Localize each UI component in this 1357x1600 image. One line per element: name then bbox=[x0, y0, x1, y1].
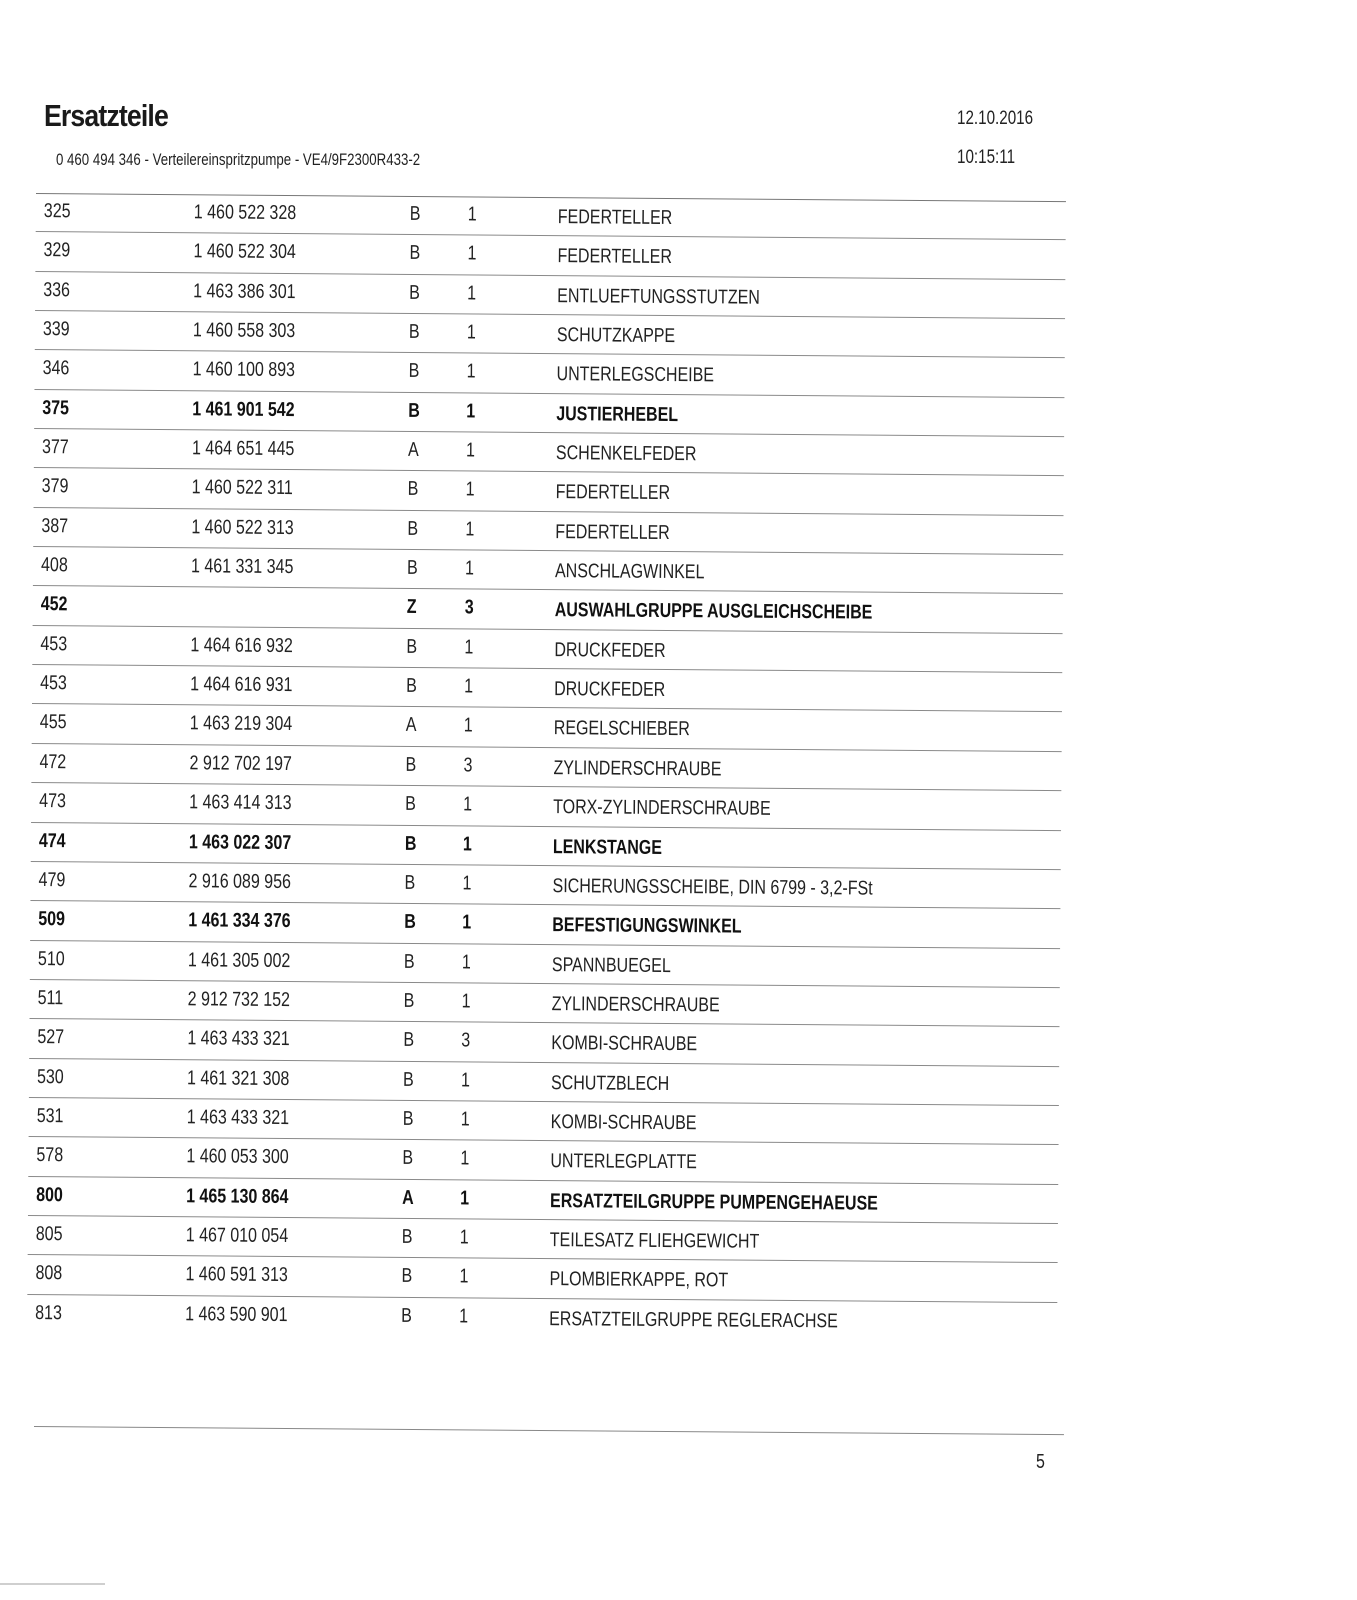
row-position-number: 510 bbox=[37, 947, 65, 970]
row-part-number: 1 460 522 313 bbox=[191, 515, 294, 539]
row-quantity: 1 bbox=[463, 793, 473, 816]
row-position-number: 452 bbox=[40, 593, 68, 616]
row-part-type: B bbox=[402, 1068, 414, 1091]
row-part-type: B bbox=[409, 281, 420, 304]
row-part-type: B bbox=[407, 478, 419, 501]
row-quantity: 1 bbox=[464, 675, 474, 698]
row-part-type: B bbox=[401, 1304, 412, 1327]
row-part-type: B bbox=[404, 911, 416, 934]
row-quantity: 1 bbox=[466, 360, 476, 383]
row-quantity: 1 bbox=[459, 1265, 469, 1288]
row-description: DRUCKFEDER bbox=[554, 678, 666, 702]
page-number: 5 bbox=[1036, 1451, 1045, 1473]
row-quantity: 3 bbox=[461, 1029, 471, 1052]
row-quantity: 1 bbox=[464, 557, 475, 580]
row-description: SICHERUNGSSCHEIBE, DIN 6799 - 3,2-FSt bbox=[552, 874, 873, 900]
row-part-number: 1 463 219 304 bbox=[189, 712, 293, 736]
row-quantity: 1 bbox=[460, 1147, 470, 1170]
row-part-type: A bbox=[405, 714, 417, 737]
row-quantity: 1 bbox=[462, 872, 472, 895]
row-part-number: 1 464 616 932 bbox=[190, 634, 293, 657]
row-part-number: 1 467 010 054 bbox=[185, 1224, 289, 1247]
row-position-number: 408 bbox=[40, 554, 68, 577]
row-quantity: 1 bbox=[467, 282, 477, 305]
row-part-number: 1 461 334 376 bbox=[188, 909, 291, 933]
row-description: KOMBI-SCHRAUBE bbox=[550, 1110, 697, 1135]
row-part-number: 1 464 651 445 bbox=[191, 437, 295, 461]
row-part-number: 1 461 321 308 bbox=[186, 1066, 290, 1090]
row-part-type: B bbox=[404, 871, 416, 894]
row-part-number: 1 460 522 311 bbox=[191, 476, 293, 500]
row-description: ENTLUEFTUNGSSTUTZEN bbox=[557, 284, 760, 309]
row-position-number: 453 bbox=[40, 672, 67, 695]
row-quantity: 1 bbox=[465, 439, 475, 462]
row-part-type: B bbox=[408, 320, 420, 344]
row-position-number: 800 bbox=[36, 1183, 63, 1206]
row-description: SPANNBUEGEL bbox=[551, 953, 671, 977]
row-description: JUSTIERHEBEL bbox=[556, 402, 679, 426]
row-part-type: B bbox=[405, 793, 416, 816]
row-description: LENKSTANGE bbox=[552, 835, 663, 859]
row-position-number: 379 bbox=[41, 475, 69, 498]
row-description: FEDERTELLER bbox=[557, 206, 673, 229]
row-position-number: 527 bbox=[37, 1026, 65, 1049]
scan-edge-mark bbox=[0, 1583, 105, 1585]
row-description: ERSATZTEILGRUPPE PUMPENGEHAEUSE bbox=[550, 1189, 878, 1215]
row-quantity: 1 bbox=[462, 832, 472, 855]
row-part-number: 1 463 386 301 bbox=[193, 279, 296, 303]
row-position-number: 387 bbox=[41, 514, 69, 538]
footer-divider bbox=[34, 1426, 1064, 1435]
row-description: PLOMBIERKAPPE, ROT bbox=[549, 1268, 729, 1292]
row-part-number: 1 464 616 931 bbox=[190, 673, 293, 697]
row-part-number: 1 460 558 303 bbox=[192, 319, 296, 343]
row-description: FEDERTELLER bbox=[557, 245, 673, 269]
row-part-type: B bbox=[405, 753, 417, 776]
row-part-number: 1 460 522 304 bbox=[193, 240, 296, 264]
row-quantity: 1 bbox=[461, 950, 471, 973]
row-part-type: B bbox=[408, 399, 420, 422]
row-description: ANSCHLAGWINKEL bbox=[554, 560, 705, 584]
row-description: ZYLINDERSCHRAUBE bbox=[551, 992, 720, 1017]
row-position-number: 472 bbox=[39, 750, 67, 774]
row-part-number: 1 460 053 300 bbox=[186, 1145, 289, 1169]
document-subtitle: 0 460 494 346 - Verteilereinspritzpumpe - VE4/9F2300R433-2 bbox=[56, 150, 421, 169]
row-position-number: 325 bbox=[43, 200, 71, 223]
document-title: Ersatzteile bbox=[44, 98, 168, 133]
row-quantity: 3 bbox=[463, 754, 473, 777]
row-part-type: B bbox=[407, 517, 419, 540]
row-part-type: B bbox=[403, 1029, 415, 1052]
row-position-number: 473 bbox=[39, 790, 67, 813]
table-row bbox=[27, 1295, 1057, 1342]
row-description: REGELSCHIEBER bbox=[553, 717, 690, 741]
row-part-type: B bbox=[402, 1147, 414, 1170]
row-part-number: 1 461 901 542 bbox=[192, 397, 295, 421]
row-description: SCHUTZBLECH bbox=[550, 1071, 670, 1095]
row-part-type: A bbox=[407, 438, 419, 462]
row-part-type: B bbox=[402, 1107, 414, 1130]
row-position-number: 813 bbox=[35, 1301, 62, 1324]
row-description: SCHUTZKAPPE bbox=[556, 324, 676, 348]
row-position-number: 336 bbox=[43, 278, 71, 301]
row-description: TORX-ZYLINDERSCHRAUBE bbox=[553, 796, 771, 820]
row-description: KOMBI-SCHRAUBE bbox=[551, 1032, 698, 1056]
row-description: BEFESTIGUNGSWINKEL bbox=[552, 914, 742, 938]
row-position-number: 375 bbox=[42, 396, 70, 419]
row-quantity: 1 bbox=[463, 714, 473, 737]
row-part-type: B bbox=[406, 557, 418, 580]
row-part-type: B bbox=[408, 360, 420, 383]
row-description: AUSWAHLGRUPPE AUSGLEICHSCHEIBE bbox=[554, 599, 873, 625]
row-position-number: 530 bbox=[36, 1065, 64, 1088]
row-part-number: 1 461 305 002 bbox=[187, 948, 291, 972]
row-description: DRUCKFEDER bbox=[554, 638, 666, 662]
row-part-type: B bbox=[406, 675, 417, 698]
row-quantity: 1 bbox=[460, 1068, 471, 1091]
row-position-number: 509 bbox=[38, 908, 66, 931]
row-position-number: 377 bbox=[41, 436, 69, 459]
row-part-type: B bbox=[403, 950, 415, 973]
row-part-type: B bbox=[409, 202, 421, 226]
row-description: TEILESATZ FLIEHGEWICHT bbox=[549, 1229, 760, 1253]
row-part-type: A bbox=[402, 1186, 414, 1209]
row-description: FEDERTELLER bbox=[555, 520, 670, 544]
row-position-number: 808 bbox=[35, 1262, 63, 1285]
row-description: FEDERTELLER bbox=[555, 481, 671, 505]
row-description: ERSATZTEILGRUPPE REGLERACHSE bbox=[549, 1307, 838, 1332]
row-quantity: 1 bbox=[462, 911, 472, 934]
document-time: 10:15:11 bbox=[957, 147, 1016, 168]
row-part-type: B bbox=[401, 1265, 413, 1288]
row-part-type: Z bbox=[406, 596, 417, 619]
row-quantity: 1 bbox=[465, 518, 475, 541]
row-quantity: 1 bbox=[466, 400, 476, 423]
row-position-number: 453 bbox=[40, 632, 68, 656]
row-position-number: 329 bbox=[43, 239, 71, 262]
row-quantity: 1 bbox=[460, 1186, 470, 1210]
row-position-number: 805 bbox=[35, 1222, 63, 1246]
row-part-number: 1 460 522 328 bbox=[193, 201, 297, 225]
row-quantity: 1 bbox=[460, 1108, 470, 1131]
row-part-number: 1 463 433 321 bbox=[186, 1106, 290, 1129]
row-part-number: 1 461 331 345 bbox=[190, 555, 294, 579]
row-quantity: 1 bbox=[459, 1226, 469, 1249]
row-position-number: 474 bbox=[38, 829, 66, 852]
row-part-number: 1 465 130 864 bbox=[186, 1184, 289, 1208]
row-part-type: B bbox=[409, 242, 421, 265]
row-description: SCHENKELFEDER bbox=[555, 442, 697, 466]
row-position-number: 479 bbox=[38, 868, 66, 892]
row-part-type: B bbox=[403, 989, 415, 1012]
row-part-type: B bbox=[406, 635, 418, 658]
row-description: ZYLINDERSCHRAUBE bbox=[553, 756, 722, 781]
row-part-number: 2 912 702 197 bbox=[189, 752, 292, 775]
row-part-type: B bbox=[401, 1225, 413, 1248]
row-quantity: 1 bbox=[459, 1304, 469, 1328]
row-position-number: 346 bbox=[42, 357, 70, 380]
document-date: 12.10.2016 bbox=[957, 108, 1034, 129]
row-description: UNTERLEGSCHEIBE bbox=[556, 363, 715, 387]
row-part-type: B bbox=[404, 832, 417, 855]
row-part-number: 1 460 591 313 bbox=[185, 1263, 288, 1287]
row-quantity: 1 bbox=[466, 321, 476, 344]
row-position-number: 531 bbox=[36, 1104, 64, 1128]
row-part-number: 1 463 022 307 bbox=[188, 830, 292, 854]
row-quantity: 1 bbox=[464, 636, 474, 659]
row-quantity: 1 bbox=[467, 203, 477, 226]
row-quantity: 1 bbox=[467, 242, 477, 265]
row-position-number: 339 bbox=[42, 318, 70, 341]
row-position-number: 511 bbox=[37, 986, 64, 1010]
row-quantity: 1 bbox=[465, 478, 475, 501]
row-part-number: 1 460 100 893 bbox=[192, 358, 296, 382]
row-part-number: 1 463 590 901 bbox=[185, 1302, 288, 1326]
row-quantity: 1 bbox=[461, 990, 471, 1013]
row-part-number: 1 463 414 313 bbox=[189, 791, 292, 815]
row-position-number: 455 bbox=[39, 711, 67, 734]
row-description: UNTERLEGPLATTE bbox=[550, 1150, 697, 1174]
parts-list bbox=[27, 193, 1066, 1342]
row-position-number: 578 bbox=[36, 1144, 64, 1167]
row-part-number: 2 916 089 956 bbox=[188, 870, 292, 893]
row-part-number: 1 463 433 321 bbox=[187, 1027, 290, 1051]
row-part-number: 2 912 732 152 bbox=[187, 988, 291, 1011]
row-quantity: 3 bbox=[464, 596, 474, 619]
